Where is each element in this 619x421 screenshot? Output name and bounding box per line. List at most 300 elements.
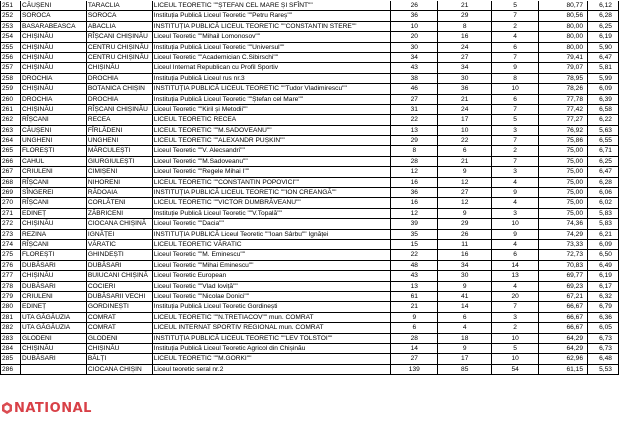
district-cell: CHIȘINĂU	[21, 271, 87, 280]
table-row	[0, 146, 619, 156]
failed-cell: 10	[492, 84, 539, 93]
pass-rate-cell: 69,77	[539, 271, 588, 280]
locality-cell: UNGHENI	[87, 136, 153, 145]
average-grade-cell: 6,12	[588, 1, 619, 10]
candidates-cell: 14	[391, 344, 438, 353]
pass-rate-cell: 66,67	[539, 302, 588, 311]
pass-rate-cell: 75,86	[539, 136, 588, 145]
table-row	[0, 11, 619, 21]
candidates-cell: 22	[391, 250, 438, 259]
table-row	[0, 261, 619, 271]
average-grade-cell: 5,83	[588, 209, 619, 218]
table-row	[0, 115, 619, 125]
passed-cell: 6	[438, 146, 492, 155]
passed-cell: 24	[438, 43, 492, 52]
candidates-cell: 22	[391, 115, 438, 124]
average-grade-cell: 6,50	[588, 250, 619, 259]
failed-cell: 6	[492, 250, 539, 259]
row-number: 255	[1, 43, 21, 52]
failed-cell: 14	[492, 261, 539, 270]
pass-rate-cell: 70,83	[539, 261, 588, 270]
candidates-cell: 29	[391, 136, 438, 145]
failed-cell: 6	[492, 95, 539, 104]
average-grade-cell: 6,39	[588, 95, 619, 104]
passed-cell: 21	[438, 157, 492, 166]
school-name-cell: INSTITUȚIA PUBLICĂ LICEUL TEORETIC ""Tudor Vladimirescu""	[153, 84, 392, 93]
school-name-cell: INSTITUȚIA PUBLICĂ LICEUL TEORETIC ""ION CREANGĂ""	[153, 188, 392, 197]
average-grade-cell: 6,06	[588, 188, 619, 197]
school-name-cell: Liceul Internat Republican cu Profil Sportiv	[153, 63, 392, 72]
district-cell: UNGHENI	[21, 136, 87, 145]
row-number: 273	[1, 230, 21, 239]
pass-rate-cell: 77,78	[539, 95, 588, 104]
row-number: 272	[1, 219, 21, 228]
pass-rate-cell: 80,00	[539, 32, 588, 41]
candidates-cell: 30	[391, 43, 438, 52]
failed-cell: 2	[492, 22, 539, 31]
results-table	[0, 1, 619, 375]
table-row	[0, 313, 619, 323]
district-cell: CHIȘINĂU	[21, 219, 87, 228]
row-number: 269	[1, 188, 21, 197]
failed-cell: 3	[492, 209, 539, 218]
passed-cell: 22	[438, 136, 492, 145]
average-grade-cell: 6,17	[588, 282, 619, 291]
candidates-cell: 36	[391, 11, 438, 20]
table-row	[0, 1, 619, 11]
table-row	[0, 32, 619, 42]
average-grade-cell: 6,25	[588, 22, 619, 31]
pass-rate-cell: 75,00	[539, 209, 588, 218]
row-number: 257	[1, 63, 21, 72]
table-row	[0, 188, 619, 198]
locality-cell: CENTRU CHIȘINĂU	[87, 43, 153, 52]
average-grade-cell: 6,73	[588, 344, 619, 353]
passed-cell: 24	[438, 105, 492, 114]
failed-cell: 7	[492, 11, 539, 20]
row-number: 262	[1, 115, 21, 124]
pass-rate-cell: 66,67	[539, 323, 588, 332]
passed-cell: 29	[438, 11, 492, 20]
district-cell: EDINEȚ	[21, 209, 87, 218]
pass-rate-cell: 73,33	[539, 240, 588, 249]
locality-cell: RECEA	[87, 115, 153, 124]
candidates-cell: 20	[391, 32, 438, 41]
passed-cell: 30	[438, 74, 492, 83]
average-grade-cell: 6,73	[588, 334, 619, 343]
school-name-cell: Instituția Publică Liceul Teoretic ""Petru Rareș""	[153, 11, 392, 20]
pass-rate-cell: 72,73	[539, 250, 588, 259]
locality-cell: ZĂBRICENI	[87, 209, 153, 218]
school-name-cell: Liceul Teoretic ""M. Eminescu""	[153, 250, 392, 259]
candidates-cell: 27	[391, 95, 438, 104]
average-grade-cell: 6,19	[588, 271, 619, 280]
passed-cell: 26	[438, 230, 492, 239]
failed-cell: 5	[492, 344, 539, 353]
district-cell: CHIȘINĂU	[21, 32, 87, 41]
pass-rate-cell: 80,00	[539, 43, 588, 52]
pass-rate-cell: 75,00	[539, 146, 588, 155]
passed-cell: 9	[438, 282, 492, 291]
passed-cell: 17	[438, 115, 492, 124]
district-cell: CĂUȘENI	[21, 1, 87, 10]
passed-cell: 12	[438, 198, 492, 207]
passed-cell: 17	[438, 354, 492, 363]
locality-cell: FÎRLĂDENI	[87, 126, 153, 135]
candidates-cell: 12	[391, 209, 438, 218]
average-grade-cell: 6,47	[588, 167, 619, 176]
row-number: 277	[1, 271, 21, 280]
district-cell: GLODENI	[21, 334, 87, 343]
district-cell: CRIULENI	[21, 167, 87, 176]
table-row	[0, 43, 619, 53]
locality-cell: GIURGIULEȘTI	[87, 157, 153, 166]
pass-rate-cell: 77,42	[539, 105, 588, 114]
failed-cell: 7	[492, 53, 539, 62]
district-cell: RÎȘCANI	[21, 198, 87, 207]
average-grade-cell: 6,36	[588, 313, 619, 322]
failed-cell: 4	[492, 282, 539, 291]
candidates-cell: 6	[391, 323, 438, 332]
school-name-cell: LICEUL INTERNAT SPORTIV REGIONAL mun. COMRAT	[153, 323, 392, 332]
district-cell: CRIULENI	[21, 292, 87, 301]
district-cell: CHIȘINĂU	[21, 344, 87, 353]
average-grade-cell: 6,48	[588, 354, 619, 363]
pass-rate-cell: 75,00	[539, 198, 588, 207]
row-number: 252	[1, 11, 21, 20]
failed-cell: 4	[492, 198, 539, 207]
school-name-cell: Liceul Teoretic ""Mihail Lomonosov""	[153, 32, 392, 41]
table-row	[0, 302, 619, 312]
passed-cell: 29	[438, 219, 492, 228]
district-cell: DUBĂSARI	[21, 354, 87, 363]
district-cell	[21, 365, 87, 374]
failed-cell: 9	[492, 188, 539, 197]
school-name-cell: LICEUL TEORETIC ""VICTOR DUMBRĂVEANU""	[153, 198, 392, 207]
row-number: 286	[1, 365, 21, 374]
passed-cell: 41	[438, 292, 492, 301]
row-number: 251	[1, 1, 21, 10]
district-cell: BASARABEASCA	[21, 22, 87, 31]
locality-cell: CIOCANA CHIȘIN	[87, 365, 153, 374]
passed-cell: 10	[438, 126, 492, 135]
row-number: 267	[1, 167, 21, 176]
failed-cell: 9	[492, 63, 539, 72]
failed-cell: 9	[492, 230, 539, 239]
row-number: 284	[1, 344, 21, 353]
candidates-cell: 43	[391, 63, 438, 72]
failed-cell: 2	[492, 323, 539, 332]
passed-cell: 9	[438, 209, 492, 218]
table-row	[0, 292, 619, 302]
pass-rate-cell: 76,92	[539, 126, 588, 135]
locality-cell: CHIȘINĂU	[87, 344, 153, 353]
district-cell: SOROCA	[21, 11, 87, 20]
school-name-cell: Liceul Teoretic European	[153, 271, 392, 280]
failed-cell: 4	[492, 240, 539, 249]
row-number: 256	[1, 53, 21, 62]
passed-cell: 12	[438, 178, 492, 187]
average-grade-cell: 5,53	[588, 365, 619, 374]
average-grade-cell: 5,83	[588, 219, 619, 228]
candidates-cell: 35	[391, 230, 438, 239]
table-row	[0, 282, 619, 292]
locality-cell: CHIȘINĂU	[87, 63, 153, 72]
passed-cell: 9	[438, 344, 492, 353]
locality-cell: RĂDOAIA	[87, 188, 153, 197]
pass-rate-cell: 67,21	[539, 292, 588, 301]
locality-cell: RÎȘCANI CHIȘINĂU	[87, 105, 153, 114]
school-name-cell: INSTITUȚIA PUBLICĂ LICEUL TEORETIC ""CONSTANTIN STERE""	[153, 22, 392, 31]
school-name-cell: Instituția Publică Liceul Teoretic Gordinești	[153, 302, 392, 311]
locality-cell: BUIUCANI CHIȘINĂ	[87, 271, 153, 280]
school-name-cell: Liceul Teoretic ""Mihai Eminescu""	[153, 261, 392, 270]
row-number: 261	[1, 105, 21, 114]
candidates-cell: 43	[391, 271, 438, 280]
average-grade-cell: 5,81	[588, 63, 619, 72]
average-grade-cell: 6,09	[588, 84, 619, 93]
row-number: 279	[1, 292, 21, 301]
failed-cell: 7	[492, 136, 539, 145]
school-name-cell: INSTITUȚIA PUBLICĂ LICEUL TEORETIC ""LEV TOLSTOI""	[153, 334, 392, 343]
district-cell: CHIȘINĂU	[21, 43, 87, 52]
school-name-cell: LICEUL TEORETIC ""ALEXANDR PUȘKIN""	[153, 136, 392, 145]
average-grade-cell: 6,49	[588, 261, 619, 270]
average-grade-cell: 6,28	[588, 11, 619, 20]
average-grade-cell: 5,90	[588, 43, 619, 52]
failed-cell: 13	[492, 271, 539, 280]
district-cell: UTA GĂGĂUZIA	[21, 323, 87, 332]
district-cell: CHIȘINĂU	[21, 84, 87, 93]
district-cell: SÎNGEREI	[21, 188, 87, 197]
school-name-cell: INSTITUȚIA PUBLICĂ Liceul Teoretic ""Ioan Sârbu"" Ignăței	[153, 230, 392, 239]
district-cell: RÎȘCANI	[21, 115, 87, 124]
table-row	[0, 354, 619, 364]
row-number: 276	[1, 261, 21, 270]
pass-rate-cell: 61,15	[539, 365, 588, 374]
passed-cell: 11	[438, 240, 492, 249]
school-name-cell: Liceul Teoretic ""Dacia""	[153, 219, 392, 228]
candidates-cell: 61	[391, 292, 438, 301]
pass-rate-cell: 75,00	[539, 178, 588, 187]
school-name-cell: Instituția Publică Liceul Teoretic ""Universul""	[153, 43, 392, 52]
failed-cell: 7	[492, 157, 539, 166]
locality-cell: SOROCA	[87, 11, 153, 20]
failed-cell: 54	[492, 365, 539, 374]
table-row	[0, 334, 619, 344]
school-name-cell: Liceul teoretic seral nr.2	[153, 365, 392, 374]
locality-cell: BĂLȚI	[87, 354, 153, 363]
table-row	[0, 230, 619, 240]
average-grade-cell: 6,28	[588, 178, 619, 187]
row-number: 266	[1, 157, 21, 166]
candidates-cell: 31	[391, 105, 438, 114]
district-cell: DROCHIA	[21, 95, 87, 104]
locality-cell: NIHORENI	[87, 178, 153, 187]
school-name-cell: LICEUL TEORETIC VĂRATIC	[153, 240, 392, 249]
district-cell: RÎȘCANI	[21, 240, 87, 249]
candidates-cell: 8	[391, 146, 438, 155]
locality-cell: DUBĂSARII VECHI	[87, 292, 153, 301]
row-number: 283	[1, 334, 21, 343]
candidates-cell: 15	[391, 240, 438, 249]
candidates-cell: 12	[391, 167, 438, 176]
pass-rate-cell: 62,96	[539, 354, 588, 363]
locality-cell: DUBĂSARI	[87, 261, 153, 270]
passed-cell: 8	[438, 22, 492, 31]
candidates-cell: 9	[391, 313, 438, 322]
passed-cell: 34	[438, 261, 492, 270]
locality-cell: VĂRATIC	[87, 240, 153, 249]
district-cell: REZINA	[21, 230, 87, 239]
watermark-text: NATIONAL	[14, 401, 92, 416]
locality-cell: GLODENI	[87, 334, 153, 343]
locality-cell: CIMIȘENI	[87, 167, 153, 176]
row-number: 285	[1, 354, 21, 363]
pass-rate-cell: 64,29	[539, 334, 588, 343]
failed-cell: 10	[492, 334, 539, 343]
locality-cell: GHINDEȘTI	[87, 250, 153, 259]
locality-cell: CENTRU CHIȘINĂU	[87, 53, 153, 62]
candidates-cell: 38	[391, 74, 438, 83]
passed-cell: 27	[438, 188, 492, 197]
table-row	[0, 271, 619, 281]
candidates-cell: 10	[391, 22, 438, 31]
average-grade-cell: 6,25	[588, 157, 619, 166]
failed-cell: 10	[492, 354, 539, 363]
candidates-cell: 13	[391, 126, 438, 135]
failed-cell: 8	[492, 74, 539, 83]
school-name-cell: LICEUL TEORETIC ""CONSTANTIN POPOVICI""	[153, 178, 392, 187]
failed-cell: 4	[492, 32, 539, 41]
table-row	[0, 240, 619, 250]
candidates-cell: 39	[391, 219, 438, 228]
district-cell: DUBĂSARI	[21, 282, 87, 291]
table-row	[0, 105, 619, 115]
passed-cell: 85	[438, 365, 492, 374]
table-row	[0, 22, 619, 32]
pass-rate-cell: 77,27	[539, 115, 588, 124]
candidates-cell: 48	[391, 261, 438, 270]
row-number: 274	[1, 240, 21, 249]
school-name-cell: Instituția Publică Liceul Teoretic Agricol din Chișinău	[153, 344, 392, 353]
school-name-cell: Instituție Publică Liceul Teoretic ""V.Topală""	[153, 209, 392, 218]
table-row	[0, 167, 619, 177]
table-row	[0, 95, 619, 105]
average-grade-cell: 6,32	[588, 292, 619, 301]
locality-cell: BOTANICA CHIȘIN	[87, 84, 153, 93]
district-cell: EDINEȚ	[21, 302, 87, 311]
candidates-cell: 28	[391, 157, 438, 166]
district-cell: CHIȘINĂU	[21, 105, 87, 114]
row-number: 281	[1, 313, 21, 322]
row-number: 260	[1, 95, 21, 104]
average-grade-cell: 6,71	[588, 146, 619, 155]
candidates-cell: 26	[391, 1, 438, 10]
table-row	[0, 323, 619, 333]
passed-cell: 6	[438, 313, 492, 322]
school-name-cell: Instituția Publică Liceul rus nr.3	[153, 74, 392, 83]
average-grade-cell: 6,19	[588, 32, 619, 41]
locality-cell: TARACLIA	[87, 1, 153, 10]
row-number: 263	[1, 126, 21, 135]
failed-cell: 7	[492, 105, 539, 114]
row-number: 278	[1, 282, 21, 291]
passed-cell: 9	[438, 167, 492, 176]
district-cell: RÎȘCANI	[21, 178, 87, 187]
passed-cell: 18	[438, 334, 492, 343]
row-number: 275	[1, 250, 21, 259]
school-name-cell: Liceul Teoretic ""Regele Mihai I""	[153, 167, 392, 176]
passed-cell: 21	[438, 95, 492, 104]
row-number: 270	[1, 198, 21, 207]
school-name-cell: Liceul Teoretic ""Kiril și Metodii""	[153, 105, 392, 114]
average-grade-cell: 5,99	[588, 74, 619, 83]
table-row	[0, 209, 619, 219]
table-row	[0, 344, 619, 354]
locality-cell: DROCHIA	[87, 95, 153, 104]
school-name-cell: Instituția Publică Liceul Teoretic ""Ștefan cel Mare""	[153, 95, 392, 104]
school-name-cell: LICEUL TEORETIC ""N.TRETIACOV"" mun. COMRAT	[153, 313, 392, 322]
passed-cell: 27	[438, 53, 492, 62]
school-name-cell: LICEUL TEORETIC RECEA	[153, 115, 392, 124]
school-name-cell: Liceul Teoretic ""Academician C.Sibirschi""	[153, 53, 392, 62]
pass-rate-cell: 79,41	[539, 53, 588, 62]
row-number: 264	[1, 136, 21, 145]
district-cell: FLOREȘTI	[21, 250, 87, 259]
school-name-cell: LICEUL TEORETIC ""ȘTEFAN CEL MARE ȘI SFÎNT""	[153, 1, 392, 10]
average-grade-cell: 6,21	[588, 230, 619, 239]
failed-cell: 3	[492, 313, 539, 322]
pass-rate-cell: 75,00	[539, 157, 588, 166]
locality-cell: CIOCANA CHIȘINĂ	[87, 219, 153, 228]
average-grade-cell: 6,47	[588, 53, 619, 62]
failed-cell: 5	[492, 1, 539, 10]
table-row	[0, 365, 619, 375]
table-row	[0, 157, 619, 167]
average-grade-cell: 5,63	[588, 126, 619, 135]
table-row	[0, 136, 619, 146]
row-number: 271	[1, 209, 21, 218]
locality-cell: IGNĂȚEI	[87, 230, 153, 239]
candidates-cell: 28	[391, 334, 438, 343]
pass-rate-cell: 75,00	[539, 188, 588, 197]
pass-rate-cell: 79,07	[539, 63, 588, 72]
school-name-cell: Liceul Teoretic ""Nicolae Donici""	[153, 292, 392, 301]
average-grade-cell: 6,58	[588, 105, 619, 114]
average-grade-cell: 6,79	[588, 302, 619, 311]
pass-rate-cell: 75,00	[539, 167, 588, 176]
district-cell: CHIȘINĂU	[21, 53, 87, 62]
school-name-cell: Liceul Teoretic ""V. Alecsandri""	[153, 146, 392, 155]
row-number: 280	[1, 302, 21, 311]
average-grade-cell: 6,05	[588, 323, 619, 332]
failed-cell: 20	[492, 292, 539, 301]
table-row	[0, 53, 619, 63]
failed-cell: 4	[492, 178, 539, 187]
row-number: 254	[1, 32, 21, 41]
locality-cell: ABACLIA	[87, 22, 153, 31]
locality-cell: COMRAT	[87, 313, 153, 322]
candidates-cell: 139	[391, 365, 438, 374]
table-row	[0, 178, 619, 188]
district-cell: FLOREȘTI	[21, 146, 87, 155]
candidates-cell: 27	[391, 354, 438, 363]
row-number: 253	[1, 22, 21, 31]
table-row	[0, 219, 619, 229]
passed-cell: 4	[438, 323, 492, 332]
watermark-logo	[0, 398, 100, 421]
